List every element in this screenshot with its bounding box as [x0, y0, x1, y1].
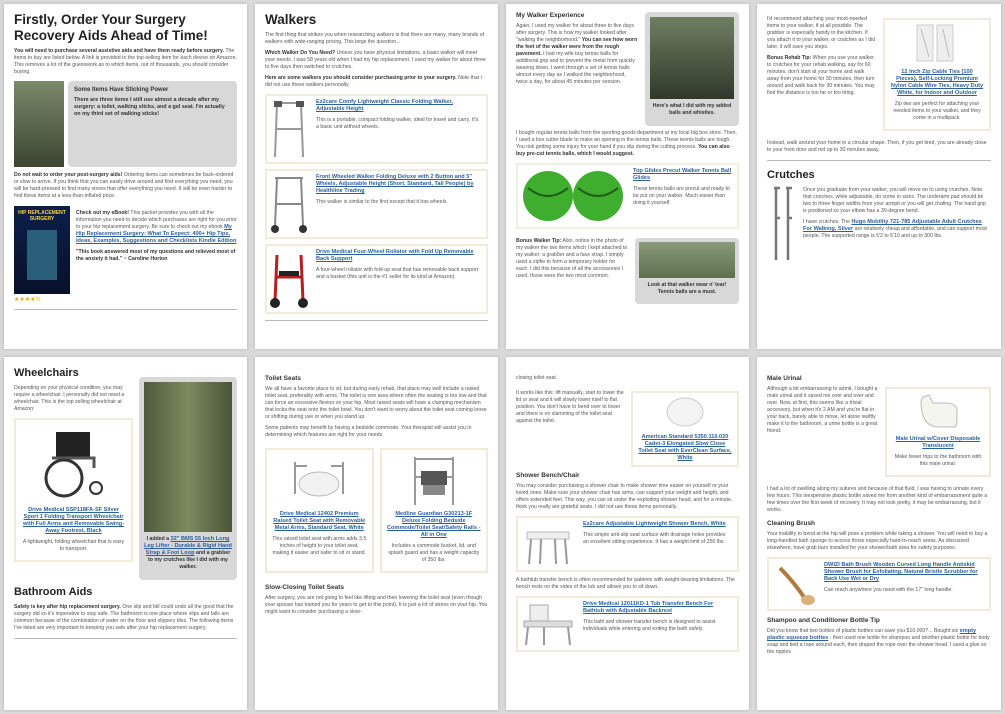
- tennis-ball-desc: These tennis balls are precut and ready to be put on your walker. Much easier than doing it yourself.: [633, 186, 730, 206]
- toilet-seat-card: [265, 448, 374, 573]
- tub-bench-desc: This bath and shower transfer bench is designed to assist individuals while entering and exiting the bath safely.: [583, 619, 716, 632]
- shower-bench-image[interactable]: [518, 518, 578, 570]
- dont-wait-bold: Do not wait to order your post-surgery aids!: [14, 172, 123, 178]
- dont-wait-text: Ordering items can sometimes be back-ordered or slow to arrive. If you think that you can easily drive around and find everything you need, you will be hard-pressed to find many stores that offer everything you need. It will be even harder to find these items at a less-than-inflated price.: [14, 172, 234, 199]
- urinal-text: Although a bit embarrassing to admit, I bought a male urinal and it saved me over and over and over. Now, at first, this seems like a trivial accessory, but when it's 2 AM and you're flat in your back, barely able to move, let alone swiftly make it to the bathroom, a urine bottle is a great friend.: [767, 386, 878, 434]
- toilet-text: We all have a favorite place to sit, but during early rehab, that place may well include a raised toilet seat, preferably with arms. The toilet is one area where often the seating is too low and that can force an excessive flexion on your hip. Most raised seats will have a clamping mechanism that locks the seat onto the toilet bowl. You don't want to worry about the toilet seat coming loose or shifting during use or when you stand up.: [265, 386, 487, 420]
- walker-link[interactable]: Ez2care Comfy Lightweight Classic Folding Walker, Adjustable Height: [316, 99, 453, 112]
- bathroom-text: One slip and fall could undo all the good that the surgery did so it's imperative to stay safe. The bathroom is one place where slips and falls are common because of the combination of water on the floor and slippery tiles. The following items I've listed are very important to keeping you safe after your hip replacement surgery.: [14, 604, 234, 631]
- urinal-text-2: I had a lot of swelling along my sutures and because of that fluid, I was having to urinate every few hours. This inexpensive plastic bottle saved me from another kind of embarrassment quite a few times over the first week of recovery. It may not look pretty, it may be embarrassing, but it works.: [767, 486, 988, 513]
- ebook-text: This packet provides you with all the information you need to decide which purchases are right for you prior to your hip replacement surgery. Be sure to check out my ebook: [76, 210, 237, 230]
- rehab-tip-text: When you use your walker to crutches for your rehab walking, say for 60 minutes, don't start at your home and walk away from your home for 30 minutes, then turn around and walk back for 30 minutes. You may find the distance is too far or too tiring.: [767, 55, 875, 96]
- walker-desc: A four-wheel rollator with fold-up seat that has removable back support and a basket (this unit is the #1 seller for its kind at Amazon).: [316, 267, 479, 280]
- divider: [14, 309, 237, 310]
- walker-product-card: [265, 244, 488, 314]
- walker-wear-photo: [639, 242, 735, 278]
- leg-lifter-link[interactable]: 32" BMS 55 Inch Long Leg Lifter - Durable & Rigid Hand Strap & Foot Loop: [144, 536, 232, 556]
- walker-desc: This walker is similar to the first except that it has wheels.: [316, 199, 448, 205]
- page-7: [506, 357, 749, 710]
- brush-title: Cleaning Brush: [767, 520, 816, 527]
- rating-stars: ★★★★½: [14, 297, 41, 303]
- tennis-ball-card: [516, 163, 739, 229]
- brush-card: [767, 557, 991, 611]
- transfer-bench-text: A bathtub transfer bench is often recommended for patients with weight-bearing limitations. The bench rests on the sides of the tub and allows you to sit down.: [516, 577, 735, 590]
- crutch-photo-box: [139, 377, 237, 580]
- bathroom-bold: Safety is key after hip replacement surgery.: [14, 604, 121, 610]
- sticking-text: There are three items I still use almost a decade after my surgery: a toilet, walking sticks, and a gel seat. I'm actually on my third set of walking sticks!: [74, 97, 225, 117]
- crutches-text-3: are relatively cheap and affordable, and can support most people. The supported range is 5'2 to 5'10 and up to 300 lbs.: [803, 226, 987, 239]
- page-2: [255, 4, 498, 349]
- urinal-image[interactable]: [887, 389, 989, 433]
- page-3: [506, 4, 749, 349]
- commode-image[interactable]: [382, 450, 487, 508]
- wheelchair-link[interactable]: Drive Medical SSP118FA-SF Silver Sport 1 Folding Transport Wheelchair with Full Arms and Removable Swing-Away Footrest, Black: [22, 507, 125, 534]
- page-6: [255, 357, 498, 710]
- wheeled-walker-image[interactable]: [267, 171, 311, 237]
- walker-tip-text: Also, notice in the photo of my walker the two items which I kept attached to my walker: a grabber and a face strap. I simply used a zipfie to form a temporary holder for each. I did this because of all the accessories I used, those were the two most common.: [516, 238, 628, 279]
- tennis-ball-link[interactable]: Top Glides Precut Walker Tennis Ball Glides: [633, 168, 732, 181]
- commode-text: Some patients may benefit by having a bedside commode. Your therapist will assist you in determining which features are right for your needs.: [265, 425, 472, 438]
- wheelchair-text: Depending on your physical condition, you may require a wheelchair. I personally did not need a wheelchair. This is the top selling wheelchair at Amazon:: [14, 385, 125, 412]
- bath-brush-image[interactable]: [769, 559, 819, 609]
- slow-closing-cont: closing toilet seat.: [516, 375, 558, 381]
- tennis-ball-text: I bought regular tennis balls from the sporting goods department at my local big box store. Then, I used a box cutter blade to make an opening in the tennis balls. These tennis balls are tough. You risk getting some injury for your hand if you slip during the cutting process.: [516, 130, 737, 150]
- urinal-card: [885, 387, 991, 477]
- page-4: [757, 4, 1001, 349]
- shampoo-text: Did you know that two bottles of plastic bottles can save you $10,000?... Bought six: [767, 628, 959, 634]
- intro-bold: You will need to purchase several assistive aids and have them ready before surgery.: [14, 48, 224, 54]
- ebook-link[interactable]: My Hip Replacement Surgery: What To Expect: 400+ Hip Tips, Ideas, Examples, Suggestions and Checklists Kindle Edition: [76, 224, 237, 244]
- brush-text: Your inability to bend at the hip will pose a problem while taking a shower. You will need to buy a long-handled bath sponge to access those especially hard-to-reach areas. As discussed elsewhere, have grab bars installed for your shower/bath area for safety purposes.: [767, 531, 988, 551]
- page-title: Walkers: [265, 12, 317, 27]
- shower-bench-card: [516, 516, 739, 572]
- page-1: [4, 4, 247, 349]
- commode-desc: Includes a commode bucket, lid, and splash guard and has a weight capacity of 350 lbs.: [388, 543, 480, 563]
- wheelchair-card: [14, 418, 133, 562]
- toilet-seat-link[interactable]: Drive Medical 12402 Premium Raised Toilet Seat with Removable Metal Arms, Standard Seat, White: [273, 511, 366, 531]
- walker-photo-caption: Here's what I did with my added balls and whistles.: [652, 103, 732, 116]
- rehab-tip-bold: Bonus Rehab Tip:: [767, 55, 812, 61]
- crutches-text: Once you graduate from your walker, you will move on to using crutches. Note that crutches, while adjustable, do come in sizes. The underarm pad should be two to three finger widths from your armpit or you will get chafing. The hand grip is positioned so your elbow has a 30-degree bend.: [803, 187, 986, 214]
- ebook-quote: "This book answered most of my questions and relieved most of the anxiety it had." ~ Caroline Horton: [76, 249, 236, 262]
- tennis-balls-image[interactable]: [518, 165, 628, 227]
- experience-text: Again, I used my walker for about three to five days after surgery. This is how my walker looked after "walking the neighborhood.": [516, 23, 634, 43]
- some-bold: Here are some walkers you should consider purchasing prior to your surgery.: [265, 75, 457, 81]
- tub-bench-image[interactable]: [518, 598, 578, 650]
- wear-photo-caption: Look at that walker wear n' tear! Tennis balls are a must.: [647, 282, 727, 295]
- toilet-seat-card: [631, 391, 739, 467]
- section-title: My Walker Experience: [516, 12, 585, 19]
- intro-text: The items to buy are listed below. A link is provided to the top-selling item for each device on Amazon. This removes a lot of the guesswork as to which items, out of thousands, you should consider buying.: [14, 48, 237, 75]
- sticking-title: Some Items Have Sticking Power: [74, 87, 169, 93]
- zip-tie-link[interactable]: 12 Inch Zip Cable Ties (100 Pieces), Self-Locking Premium Nylon Cable Wire Ties, Heavy Duty White, for Indoor and Outdoor: [890, 69, 984, 96]
- some-text: Note that I did not use these walkers personally.: [265, 75, 482, 88]
- brush-desc: Can reach anywhere you need with the 17" long handle.: [824, 587, 953, 593]
- walker-link[interactable]: Front Wheeled Walker Folding Deluxe with 2 Button and 5" Wheels, Adjustable Height (Short, Standard, Tall People) by Healthline Trading: [316, 174, 474, 194]
- urinal-link[interactable]: Male Urinal w/Cover Disposable Translucent: [895, 436, 981, 449]
- walker-photo-box: [645, 12, 739, 126]
- wheelchair-desc: A lightweight, folding wheelchair that is easy to transport.: [22, 539, 125, 552]
- bathroom-aids-title: Bathroom Aids: [14, 586, 93, 598]
- divider: [14, 638, 237, 639]
- crutches-title: Crutches: [767, 169, 815, 181]
- shower-bench-desc: This simple anti-slip seat surface with drainage holes provides an excellent sitting experience. It has a weight limit of 250 lbs.: [583, 532, 726, 545]
- zip-ties-image[interactable]: [885, 20, 985, 66]
- which-bold: Which Walker Do You Need?: [265, 50, 336, 56]
- brush-link[interactable]: DWIZI Bath Brush Wooden Curved Long Handle Antiskid Shower Brush for Exfoliating, Natural Bristle Scrubber for Back Use Wet or Dry: [824, 562, 978, 582]
- slow-closing-text: It works like this: lift manually, start to lower the lid or seat and it will slowly lower itself to flat position. You don't have to bend over to lower and there is no slamming of the toilet seat against the toilet.: [516, 390, 624, 424]
- shower-bench-link[interactable]: Ez2care Adjustable Lightweight Shower Bench, White: [583, 521, 726, 527]
- slow-close-seat-link[interactable]: American Standard 5350.110.020 Cadet-3 Elongated Slow Close Toilet Seat with EverClean Surface, White: [638, 434, 732, 461]
- crutches-link[interactable]: Hugo Mobility 721-785 Adjustable Adult Crutches For Walking, Silver: [803, 219, 982, 232]
- ebook-bold: Check out my eBook!: [76, 210, 130, 216]
- walkers-intro: The first thing that strikes you when researching walkers is that there are many, many brands of walkers with wide-ranging pricing. This begs the question...: [265, 32, 485, 45]
- which-text: Unless you have physical limitations, a basic walker will meet your needs. I was 58 years old when I had my hip replacement. I used my walker for about three to five days then switched to crutches.: [265, 50, 486, 70]
- tub-bench-card: [516, 596, 739, 652]
- book-cover-title: HIP REPLACEMENT SURGERY: [18, 210, 66, 222]
- zip-tie-desc: Zip ties are perfect for attaching your needed items to your walker, and they come in a multipack.: [893, 101, 981, 121]
- rollator-image[interactable]: [267, 246, 311, 312]
- page-5: [4, 357, 247, 710]
- walker-tip-bold: Bonus Walker Tip:: [516, 238, 562, 244]
- walker-desc: This is a portable, compact folding walker, ideal for travel and carry. It's a basic unit without wheels.: [316, 117, 479, 130]
- wear-photo-box: [635, 238, 739, 304]
- experience-text-2: I had my wife buy tennis balls for additional grip and to prevent the metal from quickly wearing down. I went through a set of tennis balls almost every day as I walked the neighborhood, twice a day, for about 45 minutes per session.: [516, 51, 635, 85]
- toilet-seat-desc: This raised toilet seat with arms adds 3.5 inches of height to your toilet seat, making it easier and safer to sit or stand.: [272, 536, 367, 556]
- wheelchair-image[interactable]: [16, 420, 131, 504]
- shower-title: Shower Bench/Chair: [516, 472, 580, 479]
- commode-card: [380, 448, 489, 573]
- urinal-title: Male Urinal: [767, 375, 802, 382]
- book-cover[interactable]: [14, 206, 70, 294]
- ebook-promo: [14, 206, 237, 303]
- raised-toilet-seat-image[interactable]: [267, 450, 372, 508]
- tub-bench-link[interactable]: Drive Medical 12011KD-1 Tub Transfer Bench For Bathtub with Adjustable Backrest: [583, 601, 714, 614]
- attach-text: I'd recommend attaching your most-needed items to your walker, if at all possible. The grabber is especially handy in the kitchen. If you attach it to your walker, or crutches as I did later, it will save you steps.: [767, 16, 876, 50]
- slow-closing-title: Slow-Closing Toilet Seats: [265, 584, 344, 591]
- walker-photo: [650, 17, 734, 99]
- shower-text: You may consider purchasing a shower chair to make shower time easier on yourself or your loved ones. Make sure your shower chair has arms, can support your weight and height, and offers extended feet. This way, you can sit under the exploding shower head, and for a minute, think you really are grateful seats. I did not use these items personally.: [516, 483, 733, 510]
- walker-link[interactable]: Drive Medical Four-Wheel Rollator with Fold Up Removable Back Support: [316, 249, 474, 262]
- walker-product-card: [265, 169, 488, 239]
- experience-bold: You can see how worn the feet of the walker were from the rough pavement.: [516, 37, 638, 57]
- squeeze-bottles-link[interactable]: empty plastic squeeze bottles: [767, 628, 977, 641]
- page-8: [757, 357, 1001, 710]
- wheelchairs-title: Wheelchairs: [14, 367, 79, 379]
- divider: [767, 160, 991, 161]
- shampoo-text-2: - then used one bottle for shampoo and another plastic bottle for body soap and tied a rope around each, then draped the rope over the shower head. I used a glue so the ripples: [767, 635, 990, 655]
- divider: [265, 320, 488, 321]
- circle-walk-text: Instead, walk around your home in a circular shape. Then, if you get tired, you are already close to your front door and not up to 30 minutes away.: [767, 140, 987, 153]
- tennis-ball-bold: You can also buy pre-cut tennis balls, which I would suggest.: [516, 144, 730, 157]
- walking-sticks-photo: [14, 81, 64, 167]
- slow-closing-text: After surgery, you are not going to feel like lifting and then lowering the toilet seat (even though your spouse has trained you for years to get to this point). It is just a lot of stress on your hip. You might want to consider purchasing a slow-: [265, 595, 488, 615]
- folding-walker-image[interactable]: [267, 96, 311, 162]
- toilet-seats-title: Toilet Seats: [265, 375, 302, 382]
- crutches-text-2: I have crutches. The: [803, 219, 850, 225]
- zip-tie-card: [883, 18, 991, 131]
- crutch-caption-pre: I added a: [146, 536, 170, 542]
- commode-link[interactable]: Medline Guardian G30213-1F Deluxe Folding Bedside Commode/Toilet Seat/Safety Rails - All in One: [387, 511, 481, 538]
- page-title: Firstly, Order Your Surgery Recovery Aids Ahead of Time!: [14, 12, 208, 43]
- crutches-image[interactable]: [767, 183, 797, 265]
- crutch-photo: [144, 382, 232, 532]
- sticking-callout: [14, 81, 237, 167]
- crutch-caption-post: and a grabber to my crutches like I did with my walker.: [148, 550, 231, 570]
- slow-close-seat-image[interactable]: [633, 393, 737, 431]
- urinal-caption: Make fewer trips to the bathroom with this male urinal.: [894, 454, 982, 467]
- shampoo-title: Shampoo and Conditioner Bottle Tip: [767, 617, 880, 624]
- walker-product-card: [265, 94, 488, 164]
